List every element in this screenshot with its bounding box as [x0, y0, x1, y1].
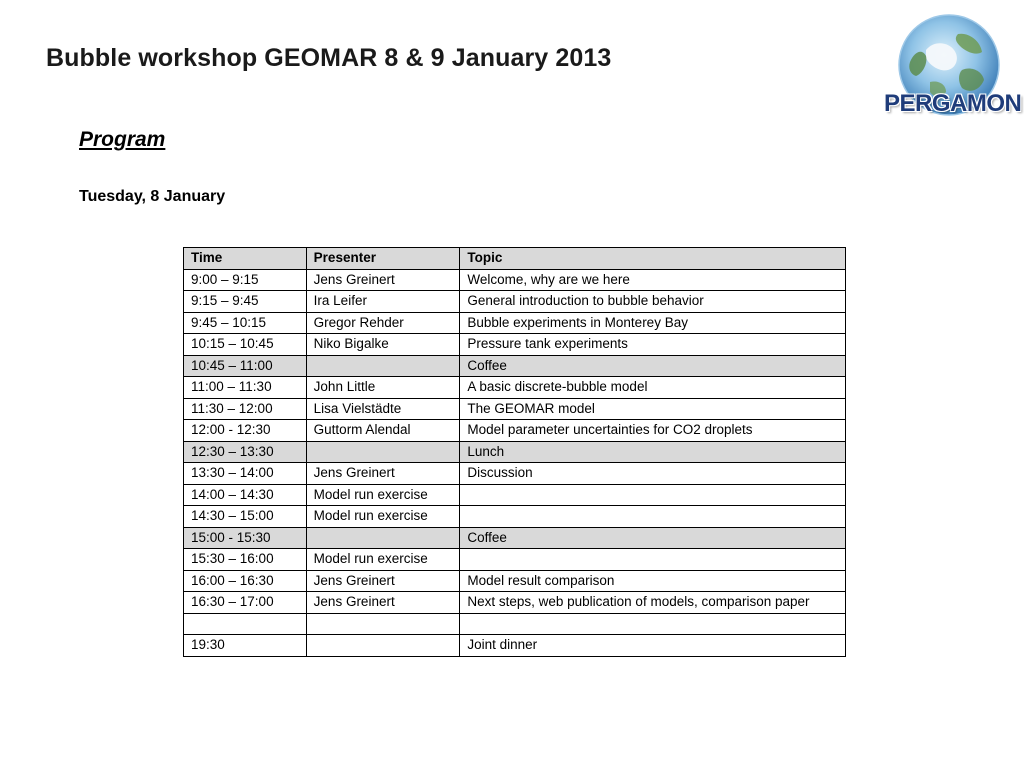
topic-cell [460, 484, 846, 506]
table-row [184, 420, 846, 442]
program-heading: Program [79, 128, 166, 151]
column-header-presenter: Presenter [306, 248, 460, 270]
presenter-cell: Guttorm Alendal [306, 420, 460, 442]
presenter-cell: Jens Greinert [306, 463, 460, 485]
table-row [184, 527, 846, 549]
slide-title: Bubble workshop GEOMAR 8 & 9 January 2013 [46, 44, 612, 72]
schedule-table [183, 247, 846, 657]
table-row [184, 570, 846, 592]
presenter-cell: John Little [306, 377, 460, 399]
time-cell: 16:00 – 16:30 [184, 570, 307, 592]
presenter-cell: Model run exercise [306, 484, 460, 506]
logo-wordmark: PERGAMON [884, 90, 1022, 117]
time-cell: 15:00 - 15:30 [184, 527, 307, 549]
topic-cell: Lunch [460, 441, 846, 463]
presenter-cell: Jens Greinert [306, 570, 460, 592]
table-row [184, 377, 846, 399]
topic-cell: Welcome, why are we here [460, 269, 846, 291]
table-row [184, 635, 846, 657]
day-heading: Tuesday, 8 January [79, 188, 226, 205]
time-cell: 14:00 – 14:30 [184, 484, 307, 506]
topic-cell [460, 549, 846, 571]
table-row [184, 484, 846, 506]
table-row [184, 613, 846, 635]
presenter-cell: Jens Greinert [306, 269, 460, 291]
table-row [184, 441, 846, 463]
table-row [184, 549, 846, 571]
topic-cell: Discussion [460, 463, 846, 485]
time-cell: 12:00 - 12:30 [184, 420, 307, 442]
time-cell: 11:30 – 12:00 [184, 398, 307, 420]
presenter-cell: Model run exercise [306, 506, 460, 528]
topic-cell: The GEOMAR model [460, 398, 846, 420]
table-row [184, 312, 846, 334]
topic-cell [460, 506, 846, 528]
presenter-cell: Ira Leifer [306, 291, 460, 313]
table-row [184, 334, 846, 356]
time-cell: 11:00 – 11:30 [184, 377, 307, 399]
presenter-cell [306, 527, 460, 549]
topic-cell: Coffee [460, 527, 846, 549]
column-header-topic: Topic [460, 248, 846, 270]
topic-cell: A basic discrete-bubble model [460, 377, 846, 399]
presenter-cell [306, 635, 460, 657]
time-cell: 9:45 – 10:15 [184, 312, 307, 334]
topic-cell: Next steps, web publication of models, comparison paper [460, 592, 846, 614]
table-row [184, 506, 846, 528]
presenter-cell: Jens Greinert [306, 592, 460, 614]
topic-cell: General introduction to bubble behavior [460, 291, 846, 313]
pergamon-logo [884, 10, 1022, 128]
time-cell: 10:45 – 11:00 [184, 355, 307, 377]
time-cell [184, 613, 307, 635]
presenter-cell [306, 355, 460, 377]
time-cell: 19:30 [184, 635, 307, 657]
table-row [184, 355, 846, 377]
topic-cell: Coffee [460, 355, 846, 377]
presenter-cell: Gregor Rehder [306, 312, 460, 334]
table-row [184, 398, 846, 420]
presenter-cell [306, 441, 460, 463]
topic-cell: Joint dinner [460, 635, 846, 657]
presenter-cell: Lisa Vielstädte [306, 398, 460, 420]
topic-cell: Bubble experiments in Monterey Bay [460, 312, 846, 334]
topic-cell [460, 613, 846, 635]
presenter-cell: Model run exercise [306, 549, 460, 571]
table-header-row [184, 248, 846, 270]
time-cell: 10:15 – 10:45 [184, 334, 307, 356]
column-header-time: Time [184, 248, 307, 270]
table-row [184, 269, 846, 291]
table-row [184, 592, 846, 614]
time-cell: 9:15 – 9:45 [184, 291, 307, 313]
time-cell: 12:30 – 13:30 [184, 441, 307, 463]
topic-cell: Model parameter uncertainties for CO2 droplets [460, 420, 846, 442]
time-cell: 14:30 – 15:00 [184, 506, 307, 528]
time-cell: 15:30 – 16:00 [184, 549, 307, 571]
time-cell: 13:30 – 14:00 [184, 463, 307, 485]
time-cell: 16:30 – 17:00 [184, 592, 307, 614]
time-cell: 9:00 – 9:15 [184, 269, 307, 291]
table-row [184, 463, 846, 485]
topic-cell: Model result comparison [460, 570, 846, 592]
presenter-cell: Niko Bigalke [306, 334, 460, 356]
table-row [184, 291, 846, 313]
presenter-cell [306, 613, 460, 635]
topic-cell: Pressure tank experiments [460, 334, 846, 356]
